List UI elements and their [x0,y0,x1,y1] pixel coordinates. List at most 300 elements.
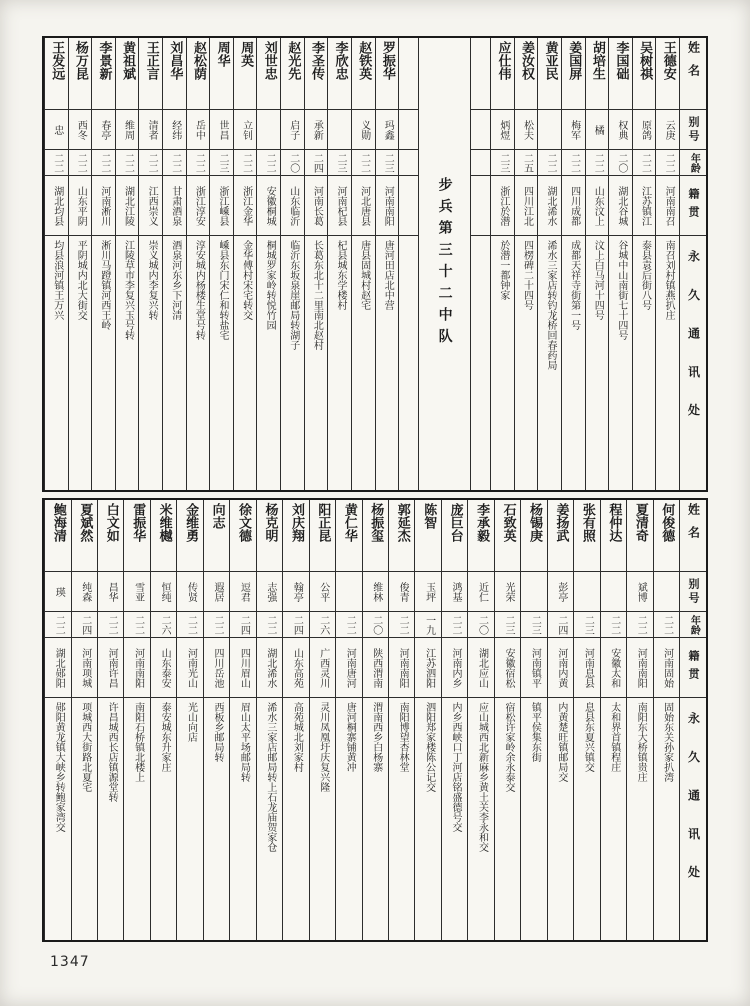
person-age: 二三 [574,612,599,638]
person-alias: 志强 [257,572,282,612]
person-age: 二二 [538,150,561,176]
person-age: 二二 [45,150,68,176]
person-alias: 松夫 [515,110,538,150]
person-alias: 逗君 [230,572,255,612]
person-address: 内乡西峡口丁河店铭盛德号交 [450,702,462,832]
person-alias: 光荣 [495,572,520,612]
person-column [600,500,626,940]
person-column [282,500,308,940]
person-address: 均县浪河镇王万兴 [51,240,63,320]
person-alias [601,572,626,612]
person-address: 项城西大街路北夏宅 [79,702,91,792]
person-native-place: 河南淅川 [92,176,115,236]
person-age: 二三 [328,150,351,176]
person-native-place: 四川江北 [515,176,538,236]
person-age: 二二 [69,150,92,176]
person-name: 陈智 [415,500,440,572]
person-column [162,38,186,490]
person-column [150,500,176,940]
person-native-place: 河南镇平 [521,638,546,698]
person-address: 临沂东坂泉崖邮局转湖子 [287,240,299,350]
person-address: 高苑城北刘家村 [291,702,303,772]
person-native-place: 河南固始 [654,638,679,698]
person-alias: 斌博 [627,572,652,612]
person-address: 息县东夏兴镇交 [582,702,594,772]
person-name: 李圣传 [305,38,328,110]
person-alias: 原鸽 [633,110,656,150]
person-age: 二六 [310,612,335,638]
person-alias: 昌华 [98,572,123,612]
person-name: 金维勇 [177,500,202,572]
person-column [653,500,679,940]
person-name: 周英 [234,38,257,110]
person-native-place: 山东泰安 [151,638,176,698]
person-alias: 承新 [305,110,328,150]
person-column [229,500,255,940]
person-name: 郭延杰 [389,500,414,572]
header-native-place: 籍贯 [680,176,706,236]
person-name: 何俊德 [654,500,679,572]
person-name: 王正言 [139,38,162,110]
person-alias: 义勋 [352,110,375,150]
person-column [44,500,70,940]
header-native-place: 籍贯 [680,638,706,698]
person-alias [654,572,679,612]
person-native-place: 河南杞县 [328,176,351,236]
person-native-place: 湖北均县 [45,176,68,236]
person-column [256,500,282,940]
person-address: 西板乡邮局转 [211,702,223,762]
header-address: 永久通讯处 [686,250,701,442]
person-age: 二二 [204,612,229,638]
person-column [537,38,561,490]
person-native-place: 四川岳池 [204,638,229,698]
person-address: 嵊县东门宋仁和转盐宅 [216,240,228,340]
unit-title-column [418,38,470,490]
person-native-place: 安徽宿松 [495,638,520,698]
person-name: 王发远 [45,38,68,110]
person-address: 酒泉河东乡下河清 [169,240,181,320]
unit-title: 步兵第三十二中队 [436,177,453,351]
person-address: 谷城中山南街七十四号 [615,240,627,340]
person-alias: 玉坪 [415,572,440,612]
person-age: 二二 [562,150,585,176]
person-age: 二二 [633,150,656,176]
person-age: 二〇 [468,612,493,638]
person-alias [336,572,361,612]
person-column [123,500,149,940]
person-column [68,38,92,490]
person-name: 黄仁华 [336,500,361,572]
person-age: 二二 [45,612,70,638]
row-header-column [679,38,706,490]
person-name: 李承毅 [468,500,493,572]
person-alias: 鸿基 [442,572,467,612]
person-age: 二六 [151,612,176,638]
person-age: 二二 [98,612,123,638]
header-alias: 别号 [680,572,706,612]
person-age: 二二 [656,150,679,176]
person-address: 浠水三家店邮局转上石龙庙贺家仓 [264,702,276,852]
person-age: 二二 [92,150,115,176]
person-native-place: 江苏镇江 [633,176,656,236]
person-native-place: 湖北浠水 [538,176,561,236]
person-name: 吴树祺 [633,38,656,110]
person-column [561,38,585,490]
person-native-place: 四川眉山 [230,638,255,698]
person-age: 二三 [495,612,520,638]
person-age: 二五 [515,150,538,176]
person-column [375,38,399,490]
person-age: 二四 [230,612,255,638]
person-age: 二二 [627,612,652,638]
person-age: 二四 [305,150,328,176]
person-alias: 世昌 [210,110,233,150]
person-column [280,38,304,490]
person-alias: 云庚 [656,110,679,150]
empty-cell [471,150,490,176]
person-address: 渭南西乡白杨寨 [370,702,382,772]
person-name: 赵松荫 [187,38,210,110]
person-column [203,500,229,940]
person-native-place: 湖北郧阳 [45,638,70,698]
person-column [608,38,632,490]
person-column [585,38,609,490]
person-column [441,500,467,940]
person-name: 夏清奇 [627,500,652,572]
person-address: 桐城罗家岭转悦竹园 [264,240,276,330]
person-age: 二二 [139,150,162,176]
person-age: 二二 [352,150,375,176]
person-native-place: 河南南召 [656,176,679,236]
person-column [388,500,414,940]
person-column [309,500,335,940]
roster-table-bottom [42,498,708,942]
person-name: 赵光先 [281,38,304,110]
person-column [115,38,139,490]
person-native-place: 河南内黄 [548,638,573,698]
spacer-column [470,38,490,490]
person-native-place: 江西崇义 [139,176,162,236]
person-name: 向志 [204,500,229,572]
person-address: 光山向店 [185,702,197,742]
person-address: 杞县城东学楼村 [335,240,346,310]
person-native-place: 山东高苑 [283,638,308,698]
person-column [186,38,210,490]
empty-cell [399,236,418,490]
person-address: 崇义城内李复兴转 [146,240,158,320]
page-number: 1347 [50,954,90,970]
person-alias [538,110,561,150]
person-address: 许昌城西长店镇源堂转 [106,702,118,802]
person-name: 姜扬武 [548,500,573,572]
person-alias: 纯森 [72,572,97,612]
person-native-place: 安徽桐城 [257,176,280,236]
person-column [209,38,233,490]
person-address: 郧阳黄龙镇大峡乡转鲍家湾交 [53,702,65,832]
person-address: 成都天祥寺街第一号 [568,240,580,330]
person-native-place: 山东平阴 [69,176,92,236]
person-address: 应山城西北新麻乡黄土关李永和交 [476,702,488,852]
person-age: 二二 [601,612,626,638]
person-native-place: 河南唐河 [336,638,361,698]
person-native-place: 河南南阳 [124,638,149,698]
person-alias: 经纬 [163,110,186,150]
person-alias: 权典 [609,110,632,150]
person-name: 姜国屏 [562,38,585,110]
person-address: 淅川马蹬镇河西王岭 [98,240,110,330]
person-native-place: 河南光山 [177,638,202,698]
person-age: 二四 [548,612,573,638]
person-address: 眉山太平场邮局转 [238,702,250,782]
person-column [362,500,388,940]
person-address: 泰县袁后街八号 [639,240,651,310]
person-name: 杨锡庚 [521,500,546,572]
person-name: 胡培生 [586,38,609,110]
person-name: 阳正昆 [310,500,335,572]
person-alias: 公平 [310,572,335,612]
person-native-place: 河南长葛 [305,176,328,236]
person-name: 鲍海清 [45,500,70,572]
person-native-place: 浙江嵊县 [210,176,233,236]
person-native-place: 河南南阳 [389,638,414,698]
person-alias: 恒纯 [151,572,176,612]
empty-cell [399,176,418,236]
person-address: 南阳博望杏林堂 [397,702,409,772]
person-name: 刘庆翔 [283,500,308,572]
person-column [304,38,328,490]
person-alias: 炳煜 [491,110,514,150]
empty-cell [471,236,490,490]
person-alias: 遐居 [204,572,229,612]
person-age: 二三 [376,150,399,176]
person-native-place: 河南南阳 [627,638,652,698]
person-age: 二二 [116,150,139,176]
person-native-place: 河南息县 [574,638,599,698]
person-native-place: 广西灵川 [310,638,335,698]
person-alias: 翰亭 [283,572,308,612]
person-address: 平阴城内北大街交 [75,240,87,320]
person-column [655,38,679,490]
spacer-column [398,38,418,490]
empty-cell [399,150,418,176]
person-column [626,500,652,940]
person-address: 镇平侯集东街 [529,702,541,762]
person-address: 宿松许家岭余永泰交 [502,702,514,792]
person-native-place: 河南项城 [72,638,97,698]
person-address: 内黄楚旺镇邮局交 [555,702,567,782]
person-alias [521,572,546,612]
person-alias: 俊青 [389,572,414,612]
person-address: 灵川凤凰圩庆复兴隆 [317,702,329,792]
person-name: 李欣忠 [328,38,351,110]
person-address: 太和界首镇程庄 [608,702,620,772]
person-age: 二四 [72,612,97,638]
person-column [335,500,361,940]
person-column [520,500,546,940]
person-address: 浠水三家店转钓龙桥回春药局 [545,240,557,370]
person-column [176,500,202,940]
person-native-place: 河南许昌 [98,638,123,698]
person-alias: 瑛 [45,572,70,612]
person-name: 夏斌然 [72,500,97,572]
person-alias: 启子 [281,110,304,150]
empty-cell [471,38,490,110]
person-column [138,38,162,490]
person-age: 二二 [124,612,149,638]
person-column [494,500,520,940]
person-native-place: 河南南阳 [376,176,399,236]
person-age: 二二 [257,612,282,638]
person-address: 南召刘村镇燕扒庄 [663,240,675,320]
person-alias: 岳中 [187,110,210,150]
person-column [632,38,656,490]
person-age: 二二 [177,612,202,638]
person-native-place: 湖北谷城 [609,176,632,236]
person-address: 四楞碑二十四号 [521,240,533,310]
person-alias: 维林 [363,572,388,612]
person-name: 徐文德 [230,500,255,572]
person-name: 米维樾 [151,500,176,572]
person-alias: 橘 [586,110,609,150]
person-name: 杨克明 [257,500,282,572]
person-native-place: 甘肃酒泉 [163,176,186,236]
person-alias: 近仁 [468,572,493,612]
person-native-place: 四川成都 [562,176,585,236]
person-alias: 梅军 [562,110,585,150]
person-age: 二二 [336,612,361,638]
person-name: 程仲达 [601,500,626,572]
person-address: 於潜一都钟家 [497,240,509,300]
person-column [547,500,573,940]
person-name: 刘世忠 [257,38,280,110]
person-name: 杨振玺 [363,500,388,572]
person-column [514,38,538,490]
person-address: 汶上白马河十四号 [592,240,604,320]
person-alias: 雪亚 [124,572,149,612]
header-alias: 别号 [680,110,706,150]
person-address: 南阳石桥镇北楼上 [132,702,144,782]
person-age: 二二 [234,150,257,176]
person-name: 姜汝权 [515,38,538,110]
person-age: 二四 [283,612,308,638]
person-native-place: 河南内乡 [442,638,467,698]
person-native-place: 湖北浠水 [257,638,282,698]
person-name: 庞巨台 [442,500,467,572]
person-native-place: 河北唐县 [352,176,375,236]
person-alias [328,110,351,150]
person-alias: 西冬 [69,110,92,150]
person-column [256,38,280,490]
person-address: 固始东关孙家扒湾 [661,702,673,782]
person-age: 二二 [257,150,280,176]
empty-cell [399,110,418,150]
person-age: 一九 [415,612,440,638]
person-alias: 彭亭 [548,572,573,612]
person-native-place: 浙江於潜 [491,176,514,236]
person-age: 二二 [586,150,609,176]
roster-table-top [42,36,708,492]
person-native-place: 浙江淳安 [187,176,210,236]
person-name: 王德安 [656,38,679,110]
empty-cell [399,38,418,110]
person-alias [574,572,599,612]
person-alias: 维周 [116,110,139,150]
person-alias: 春亭 [92,110,115,150]
person-native-place: 浙江金华 [234,176,257,236]
person-column [91,38,115,490]
person-alias: 立钊 [234,110,257,150]
person-address: 淳安城内杨楼生堂号转 [193,240,205,340]
person-column [467,500,493,940]
person-alias: 忠 [45,110,68,150]
person-native-place: 山东汶上 [586,176,609,236]
person-alias: 传贤 [177,572,202,612]
person-age: 二〇 [609,150,632,176]
person-name: 白文如 [98,500,123,572]
person-name: 罗振华 [376,38,399,110]
header-name: 姓名 [680,38,706,110]
person-address: 唐河桐寨铺黄冲 [344,702,356,772]
header-name: 姓名 [680,500,706,572]
person-native-place: 湖北应山 [468,638,493,698]
person-address: 金华傅村宋宅转交 [240,240,252,320]
person-name: 张有照 [574,500,599,572]
person-alias: 清者 [139,110,162,150]
person-age: 二二 [187,150,210,176]
person-name: 黄亚民 [538,38,561,110]
person-name: 应仕伟 [491,38,514,110]
person-name: 李国础 [609,38,632,110]
person-native-place: 陕西渭南 [363,638,388,698]
person-name: 赵铁英 [352,38,375,110]
person-column [97,500,123,940]
person-column [573,500,599,940]
person-age: 二二 [654,612,679,638]
person-name: 李景新 [92,38,115,110]
person-alias [257,110,280,150]
person-age: 二三 [521,612,546,638]
person-address: 泰安城东升家庄 [159,702,171,772]
person-name: 杨万昆 [69,38,92,110]
header-age: 年龄 [680,150,706,176]
person-native-place: 湖北江陵 [116,176,139,236]
person-column [490,38,514,490]
person-age: 二〇 [363,612,388,638]
person-alias: 玛鑫 [376,110,399,150]
person-age: 二三 [491,150,514,176]
header-address: 永久通讯处 [686,712,701,904]
person-column [414,500,440,940]
person-column [351,38,375,490]
person-age: 二二 [163,150,186,176]
person-column [71,500,97,940]
header-age: 年龄 [680,612,706,638]
person-age: 二二 [442,612,467,638]
person-age: 二〇 [281,150,304,176]
person-column [327,38,351,490]
person-age: 二二 [389,612,414,638]
empty-cell [471,176,490,236]
person-name: 雷振华 [124,500,149,572]
person-address: 长葛东北十二里南北赵村 [311,240,323,350]
row-header-column [679,500,706,940]
empty-cell [471,110,490,150]
person-native-place: 安徽太和 [601,638,626,698]
person-name: 刘昌华 [163,38,186,110]
person-name: 周华 [210,38,233,110]
person-column [44,38,68,490]
